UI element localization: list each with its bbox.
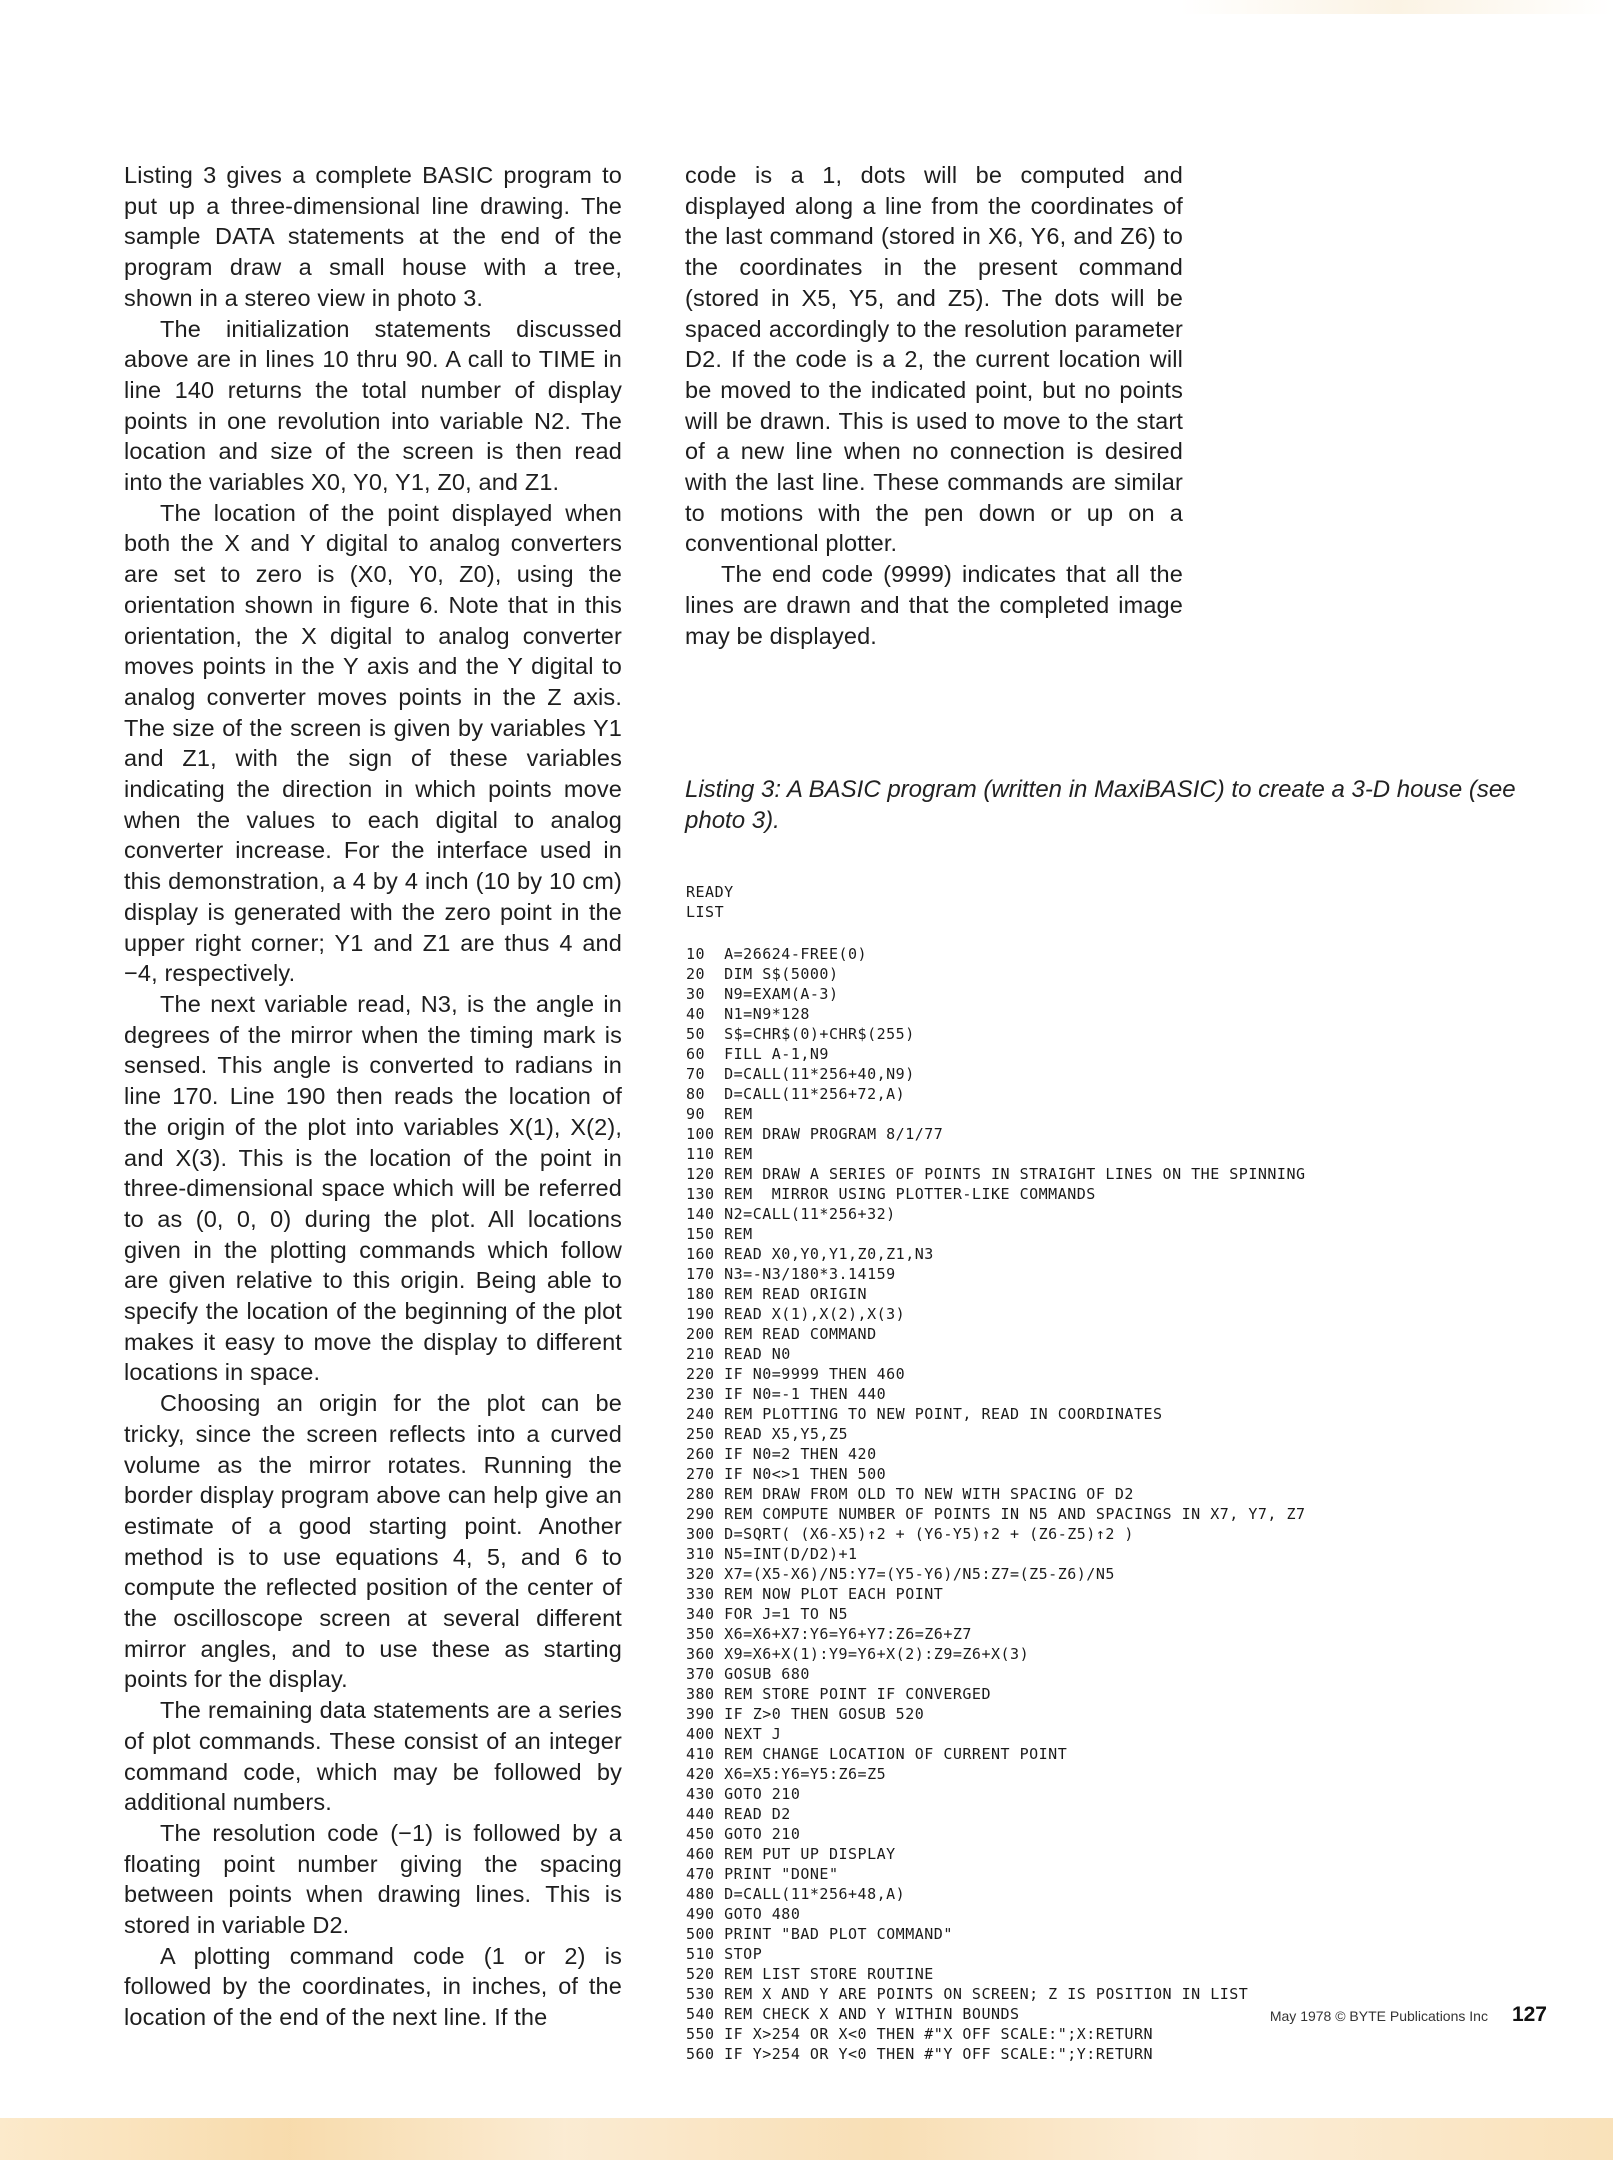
paper-stain-top — [1180, 0, 1613, 14]
listing-header-line: LIST — [686, 903, 725, 921]
code-line: 290 REM COMPUTE NUMBER OF POINTS IN N5 AND SPACINGS IN X7, Y7, Z7 — [686, 1505, 1306, 1523]
code-line: 80 D=CALL(11*256+72,A) — [686, 1085, 906, 1103]
code-line: 220 IF N0=9999 THEN 460 — [686, 1365, 906, 1383]
code-line: 10 A=26624-FREE(0) — [686, 945, 868, 963]
right-text-column — [685, 160, 1183, 651]
code-line: 370 GOSUB 680 — [686, 1665, 810, 1683]
code-line: 60 FILL A-1,N9 — [686, 1045, 829, 1063]
code-line: 560 IF Y>254 OR Y<0 THEN #"Y OFF SCALE:";Y:RETURN — [686, 2045, 1154, 2063]
paragraph: Choosing an origin for the plot can be tricky, since the screen reflects into a curved volume as the mirror rotates. Running the border display program above can help give an estimate of a good starting point. Another method is to use equations 4, 5, and 6 to compute the reflected position of the center of the oscilloscope screen at several different mirror angles, and to use these as starting points for the display. — [124, 1390, 622, 1693]
code-line: 140 N2=CALL(11*256+32) — [686, 1205, 896, 1223]
code-line: 430 GOTO 210 — [686, 1785, 801, 1803]
code-line: 280 REM DRAW FROM OLD TO NEW WITH SPACING OF D2 — [686, 1485, 1134, 1503]
page-number: 127 — [1511, 2003, 1547, 2026]
paragraph: The next variable read, N3, is the angle in degrees of the mirror when the timing mark is sensed. This angle is converted to radians in line 170. Line 190 then reads the location of the origin of the plot into variables X(1), X(2), and X(3). This is the location of the point in three-dimensional space which will be referred to as (0, 0, 0) during the plot. All locations given in the plotting commands which follow are given relative to this origin. Being able to specify the location of the beginning of the plot makes it easy to move the display to different locations in space. — [124, 990, 622, 1386]
code-line: 20 DIM S$(5000) — [686, 965, 839, 983]
code-line: 70 D=CALL(11*256+40,N9) — [686, 1065, 915, 1083]
code-line: 90 REM — [686, 1105, 753, 1123]
code-line: 270 IF N0<>1 THEN 500 — [686, 1465, 887, 1483]
code-line: 130 REM MIRROR USING PLOTTER-LIKE COMMANDS — [686, 1185, 1096, 1203]
code-line: 200 REM READ COMMAND — [686, 1325, 877, 1343]
code-line: 460 REM PUT UP DISPLAY — [686, 1845, 896, 1863]
footer-credit: May 1978 © BYTE Publications Inc — [1269, 2008, 1488, 2024]
code-line: 320 X7=(X5-X6)/N5:Y7=(Y5-Y6)/N5:Z7=(Z5-Z6)/N5 — [686, 1565, 1115, 1583]
code-line: 520 REM LIST STORE ROUTINE — [686, 1965, 934, 1983]
code-line: 300 D=SQRT( (X6-X5)↑2 + (Y6-Y5)↑2 + (Z6-Z5)↑2 ) — [686, 1525, 1134, 1543]
code-line: 260 IF N0=2 THEN 420 — [686, 1445, 877, 1463]
code-line: 440 READ D2 — [686, 1805, 791, 1823]
paragraph: Listing 3 gives a complete BASIC program to put up a three-dimensional line drawing. The sample DATA statements at the end of the program draw a small house with a tree, shown in a stereo view in photo 3. — [124, 162, 622, 311]
code-line: 180 REM READ ORIGIN — [686, 1285, 868, 1303]
listing-caption: Listing 3: A BASIC program (written in MaxiBASIC) to create a 3-D house (see photo 3). — [685, 776, 1516, 834]
code-line: 410 REM CHANGE LOCATION OF CURRENT POINT — [686, 1745, 1068, 1763]
page-footer — [1270, 2003, 1547, 2027]
code-line: 210 READ N0 — [686, 1345, 791, 1363]
code-line: 380 REM STORE POINT IF CONVERGED — [686, 1685, 991, 1703]
code-line: 100 REM DRAW PROGRAM 8/1/77 — [686, 1125, 944, 1143]
code-line: 420 X6=X5:Y6=Y5:Z6=Z5 — [686, 1765, 887, 1783]
code-listing — [686, 882, 1586, 2064]
code-line: 40 N1=N9*128 — [686, 1005, 810, 1023]
code-line: 240 REM PLOTTING TO NEW POINT, READ IN COORDINATES — [686, 1405, 1163, 1423]
code-line: 190 READ X(1),X(2),X(3) — [686, 1305, 906, 1323]
code-line: 50 S$=CHR$(0)+CHR$(255) — [686, 1025, 915, 1043]
paragraph: code is a 1, dots will be computed and displayed along a line from the coordinates of the last command (stored in X6, Y6, and Z6) to the coordinates in the present command (stored in X5, Y5, and Z5). The dots will be spaced accordingly to the resolution parameter D2. If the code is a 2, the current location will be moved to the indicated point, but no points will be drawn. This is used to move to the start of a new line when no connection is desired with the last line. These commands are similar to motions with the pen down or up on a conventional plotter. — [685, 162, 1183, 557]
paragraph: The initialization statements discussed above are in lines 10 thru 90. A call to TIME in line 140 returns the total number of display points in one revolution into variable N2. The location and size of the screen is then read into the variables X0, Y0, Y1, Z0, and Z1. — [124, 315, 622, 496]
paper-stain-bottom — [0, 2118, 1613, 2160]
code-lines — [686, 944, 1586, 2064]
code-line: 350 X6=X6+X7:Y6=Y6+Y7:Z6=Z6+Z7 — [686, 1625, 972, 1643]
paragraph: The end code (9999) indicates that all the lines are drawn and that the completed image may be displayed. — [685, 561, 1183, 649]
code-line: 470 PRINT "DONE" — [686, 1865, 839, 1883]
code-line: 120 REM DRAW A SERIES OF POINTS IN STRAIGHT LINES ON THE SPINNING — [686, 1165, 1306, 1183]
paragraph: The resolution code (−1) is followed by a floating point number giving the spacing between points when drawing lines. This is stored in variable D2. — [124, 1819, 622, 1939]
code-line: 540 REM CHECK X AND Y WITHIN BOUNDS — [686, 2005, 1020, 2023]
code-line: 230 IF N0=-1 THEN 440 — [686, 1385, 887, 1403]
paragraph: A plotting command code (1 or 2) is followed by the coordinates, in inches, of the location of the end of the next line. If the — [124, 1942, 622, 2031]
code-line: 390 IF Z>0 THEN GOSUB 520 — [686, 1705, 925, 1723]
listing-header-line: READY — [686, 883, 734, 901]
code-line: 150 REM — [686, 1225, 753, 1243]
code-line: 330 REM NOW PLOT EACH POINT — [686, 1585, 944, 1603]
code-line: 360 X9=X6+X(1):Y9=Y6+X(2):Z9=Z6+X(3) — [686, 1645, 1030, 1663]
code-line: 500 PRINT "BAD PLOT COMMAND" — [686, 1925, 953, 1943]
code-line: 550 IF X>254 OR X<0 THEN #"X OFF SCALE:";X:RETURN — [686, 2025, 1154, 2043]
left-text-column — [124, 160, 622, 2033]
code-line: 250 READ X5,Y5,Z5 — [686, 1425, 849, 1443]
code-line: 400 NEXT J — [686, 1725, 782, 1743]
listing-spacer — [686, 922, 1586, 944]
code-line: 310 N5=INT(D/D2)+1 — [686, 1545, 858, 1563]
code-line: 340 FOR J=1 TO N5 — [686, 1605, 849, 1623]
code-line: 490 GOTO 480 — [686, 1905, 801, 1923]
code-line: 170 N3=-N3/180*3.14159 — [686, 1265, 896, 1283]
paragraph: The remaining data statements are a series of plot commands. These consist of an integer command code, which may be followed by additional numbers. — [124, 1697, 622, 1816]
code-line: 30 N9=EXAM(A-3) — [686, 985, 839, 1003]
code-line: 450 GOTO 210 — [686, 1825, 801, 1843]
code-line: 160 READ X0,Y0,Y1,Z0,Z1,N3 — [686, 1245, 934, 1263]
code-line: 480 D=CALL(11*256+48,A) — [686, 1885, 906, 1903]
code-line: 530 REM X AND Y ARE POINTS ON SCREEN; Z IS POSITION IN LIST — [686, 1985, 1249, 2003]
code-line: 510 STOP — [686, 1945, 763, 1963]
paragraph: The location of the point displayed when both the X and Y digital to analog converters are set to zero is (X0, Y0, Z0), using the orientation shown in figure 6. Note that in this orientation, the X digital to analog converter moves points in the Y axis and the Y digital to analog converter moves points in the Z axis. The size of the screen is given by variables Y1 and Z1, with the sign of these variables indicating the direction in which points move when the values to each digital to analog converter increase. For the interface used in this demonstration, a 4 by 4 inch (10 by 10 cm) display is generated with the zero point in the upper right corner; Y1 and Z1 are thus 4 and −4, respectively. — [124, 499, 622, 987]
code-line: 110 REM — [686, 1145, 753, 1163]
